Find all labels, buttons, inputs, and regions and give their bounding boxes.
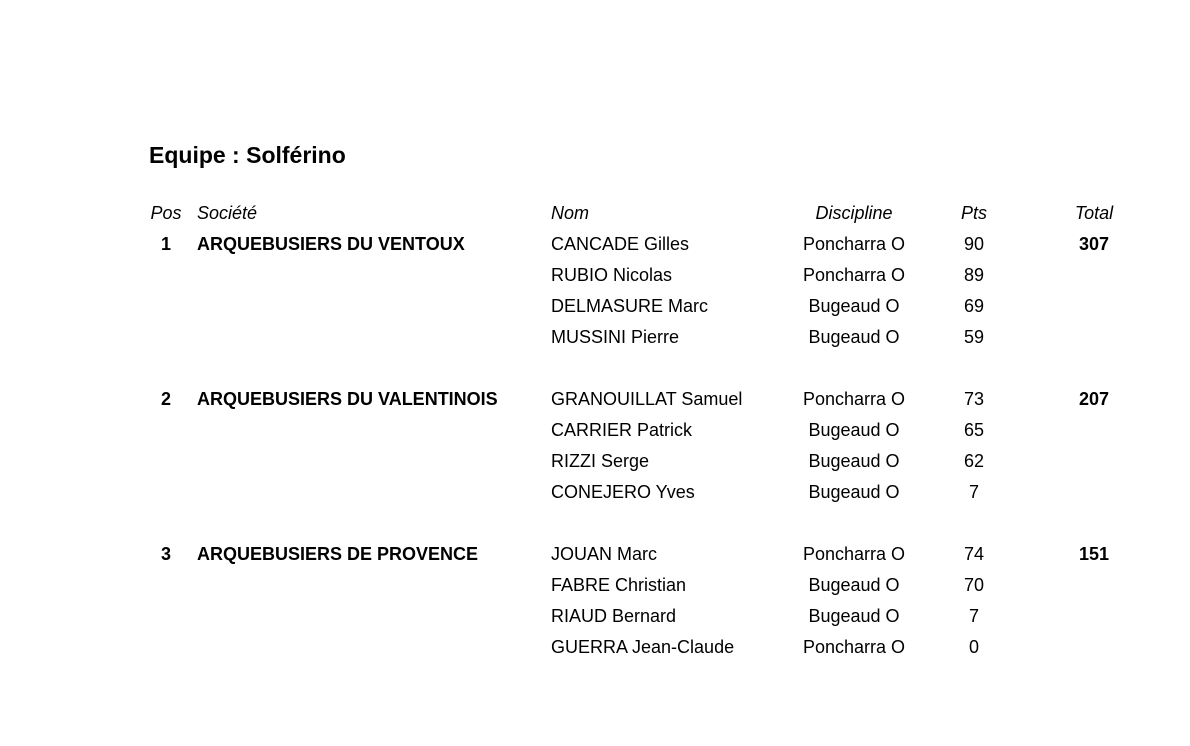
header-pts: Pts (960, 203, 987, 223)
header-discipline: Discipline (815, 203, 893, 223)
member-discipline: Bugeaud O (808, 482, 900, 502)
member-pts: 7 (968, 482, 979, 502)
member-nom: RIZZI Serge (551, 451, 650, 471)
member-nom: JOUAN Marc (551, 544, 658, 564)
member-nom: CARRIER Patrick (551, 420, 693, 440)
member-pts: 65 (963, 420, 985, 440)
team-total: 307 (1078, 234, 1110, 254)
team-pos: 2 (160, 389, 171, 409)
member-discipline: Poncharra O (802, 234, 906, 254)
member-discipline: Bugeaud O (808, 451, 900, 471)
member-nom: CONEJERO Yves (551, 482, 695, 502)
member-pts: 70 (963, 575, 985, 595)
team-total: 207 (1078, 389, 1110, 409)
member-discipline: Poncharra O (802, 265, 906, 285)
team-societe: ARQUEBUSIERS DE PROVENCE (197, 544, 479, 564)
member-pts: 62 (963, 451, 985, 471)
member-pts: 90 (963, 234, 985, 254)
member-discipline: Bugeaud O (808, 420, 900, 440)
member-pts: 7 (968, 606, 979, 626)
header-pos: Pos (150, 203, 182, 223)
header-societe: Société (197, 203, 258, 223)
member-discipline: Poncharra O (802, 544, 906, 564)
member-nom: GUERRA Jean-Claude (551, 637, 735, 657)
member-nom: MUSSINI Pierre (551, 327, 680, 347)
member-pts: 89 (963, 265, 985, 285)
member-nom: DELMASURE Marc (551, 296, 709, 316)
member-nom: CANCADE Gilles (551, 234, 690, 254)
member-discipline: Bugeaud O (808, 327, 900, 347)
team-societe: ARQUEBUSIERS DU VENTOUX (197, 234, 465, 254)
member-nom: FABRE Christian (551, 575, 687, 595)
member-discipline: Bugeaud O (808, 575, 900, 595)
member-discipline: Bugeaud O (808, 296, 900, 316)
member-discipline: Poncharra O (802, 637, 906, 657)
member-pts: 69 (963, 296, 985, 316)
team-pos: 1 (160, 234, 171, 254)
team-societe: ARQUEBUSIERS DU VALENTINOIS (197, 389, 498, 409)
member-nom: GRANOUILLAT Samuel (551, 389, 743, 409)
member-pts: 59 (963, 327, 985, 347)
member-nom: RUBIO Nicolas (551, 265, 673, 285)
team-total: 151 (1078, 544, 1110, 564)
member-discipline: Bugeaud O (808, 606, 900, 626)
header-total: Total (1074, 203, 1114, 223)
member-pts: 74 (963, 544, 985, 564)
member-nom: RIAUD Bernard (551, 606, 677, 626)
header-nom: Nom (551, 203, 590, 223)
page-title: Equipe : Solférino (149, 142, 346, 168)
member-pts: 0 (968, 637, 979, 657)
member-discipline: Poncharra O (802, 389, 906, 409)
member-pts: 73 (963, 389, 985, 409)
team-pos: 3 (160, 544, 171, 564)
